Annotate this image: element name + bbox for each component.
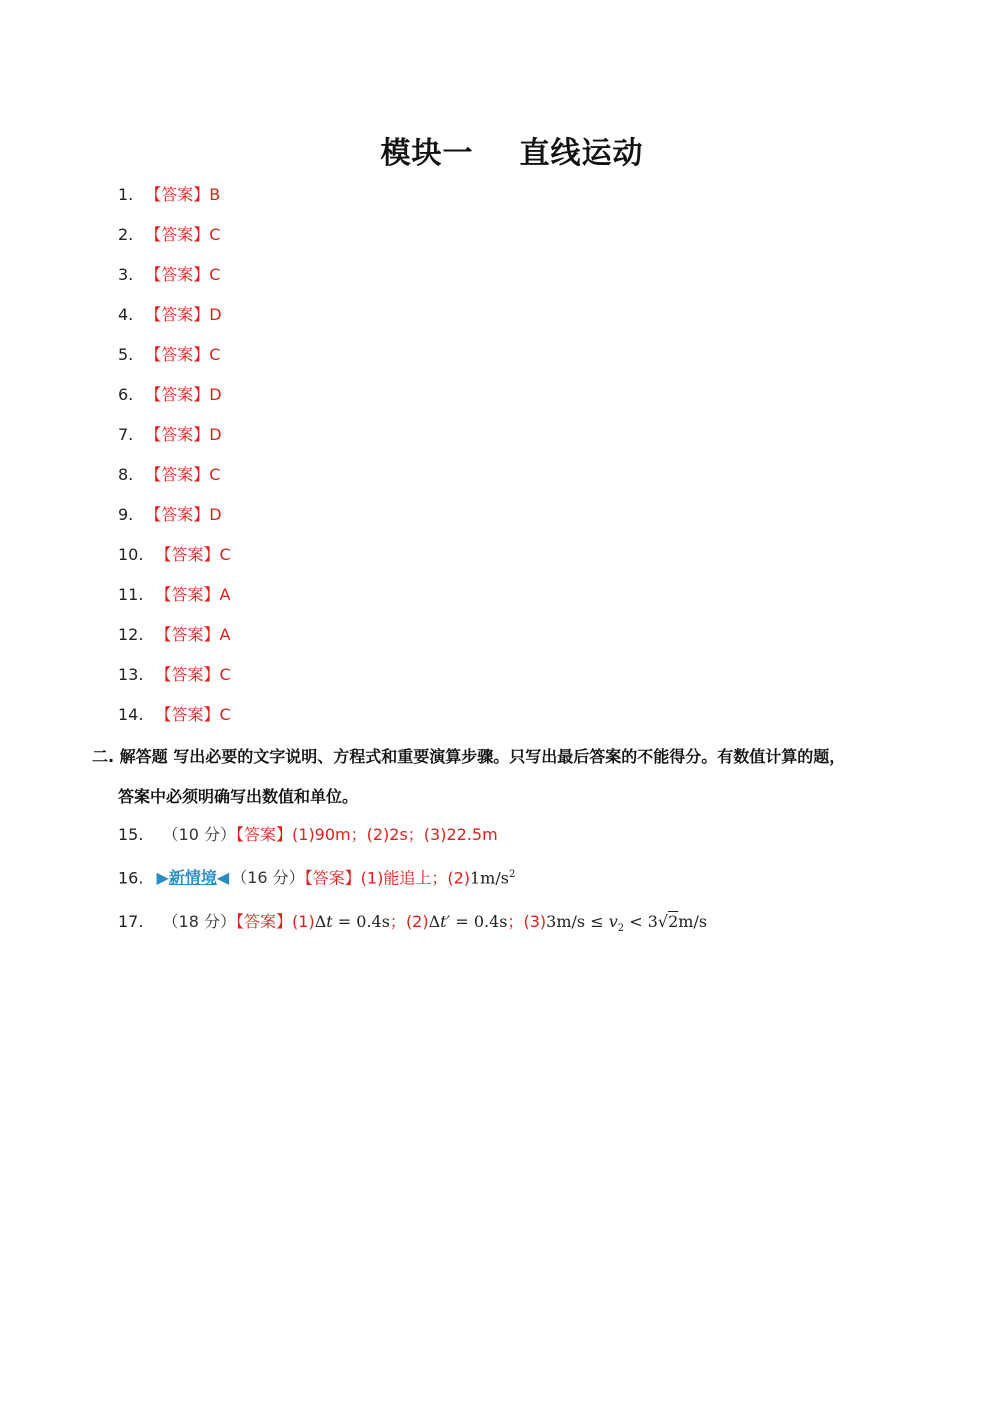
answer-value: C: [209, 225, 221, 244]
question-number: 17.: [118, 912, 144, 931]
question-number: 6.: [118, 385, 134, 404]
answer-tag: 【答案】: [145, 505, 210, 524]
answer-tag: 【答案】: [155, 545, 220, 564]
answer-value: A: [219, 585, 231, 604]
part-3-label: (3): [523, 912, 547, 931]
section-2-line-1: 二. 解答题 写出必要的文字说明、方程式和重要演算步骤。只写出最后答案的不能得分。有数值计算的题，: [92, 747, 846, 766]
answer-row: [118, 504, 222, 526]
answer-value: C: [209, 345, 221, 364]
separator: ；: [389, 912, 406, 931]
question-number: 4.: [118, 305, 134, 324]
answer-row: [118, 224, 220, 246]
answer-row: [118, 304, 222, 326]
answer-row: [118, 184, 220, 206]
question-score: （18 分）: [162, 912, 236, 931]
answer-value: D: [209, 385, 222, 404]
unit-exponent: 2: [508, 869, 516, 880]
answer-value: C: [209, 465, 221, 484]
answer-tag: 【答案】: [145, 425, 210, 444]
answer-value: D: [209, 305, 222, 324]
answer-value: C: [219, 665, 231, 684]
question-16: [118, 864, 515, 889]
triangle-left-icon: ◀: [216, 868, 230, 888]
separator: ；: [507, 912, 524, 931]
answer-value: B: [209, 185, 221, 204]
triangle-right-icon: ▶: [156, 868, 169, 888]
part-1-label: (1): [292, 912, 315, 931]
question-number: 10.: [118, 545, 144, 564]
answer-tag: 【答案】: [145, 185, 210, 204]
answer-row: [118, 264, 220, 286]
section-2-line-2: 答案中必须明确写出数值和单位。: [118, 787, 359, 806]
answer-value: D: [209, 505, 222, 524]
section-2-instructions: [92, 737, 922, 817]
question-number: 14.: [118, 705, 144, 724]
answer-unit: 1m/s: [470, 868, 509, 888]
question-number: 2.: [118, 225, 134, 244]
answer-row: [118, 664, 231, 686]
answer-tag: 【答案】: [155, 665, 220, 684]
answer-tag: 【答案】: [304, 868, 361, 888]
new-context-link[interactable]: 新情境: [168, 868, 217, 888]
answer-value: C: [219, 705, 231, 724]
answer-tag: 【答案】: [145, 345, 210, 364]
page-title: [0, 128, 1000, 172]
answer-tag: 【答案】: [145, 305, 210, 324]
answer-row: [118, 544, 231, 566]
answer-tag: 【答案】: [155, 625, 220, 644]
question-number: 9.: [118, 505, 134, 524]
question-number: 15.: [118, 825, 144, 844]
part-2-label: (2): [405, 912, 429, 931]
question-number: 7.: [118, 425, 134, 444]
question-number: 8.: [118, 465, 134, 484]
answer-tag: 【答案】: [236, 825, 293, 844]
question-15: [118, 824, 498, 846]
answer-tag: 【答案】: [145, 465, 210, 484]
answer-row: [118, 624, 230, 646]
answer-row: [118, 424, 222, 446]
title-topic: 直线运动: [519, 136, 644, 171]
part-1-formula: Δt = 0.4s: [314, 912, 390, 931]
answer-value: D: [209, 425, 222, 444]
square-root-icon: √: [657, 912, 669, 931]
answer-row: [118, 384, 222, 406]
answer-row: [118, 344, 220, 366]
answer-value: A: [219, 625, 231, 644]
answer-value: C: [219, 545, 231, 564]
answer-text: (1)90m；(2)2s；(3)22.5m: [292, 825, 498, 844]
new-context-tag[interactable]: [157, 868, 230, 887]
question-score: （10 分）: [162, 825, 236, 844]
part-2-formula: Δt′ = 0.4s: [428, 912, 508, 931]
answer-tag: 【答案】: [145, 225, 210, 244]
question-number: 11.: [118, 585, 144, 604]
answer-tag: 【答案】: [236, 912, 293, 931]
question-number: 12.: [118, 625, 144, 644]
answer-value: C: [209, 265, 221, 284]
title-module: 模块一: [380, 136, 474, 171]
question-number: 16.: [118, 868, 144, 888]
answer-tag: 【答案】: [145, 265, 210, 284]
question-score: （16 分）: [231, 868, 305, 888]
answer-tag: 【答案】: [145, 385, 210, 404]
answer-row: [118, 584, 230, 606]
question-number: 5.: [118, 345, 134, 364]
answer-tag: 【答案】: [155, 585, 220, 604]
question-number: 13.: [118, 665, 144, 684]
part-3-formula: $3m/s \le v_2 < 3√2m/s$: [546, 912, 708, 935]
question-17: [118, 911, 707, 940]
question-number: 3.: [118, 265, 134, 284]
answer-text: (1)能追上；(2): [360, 868, 470, 888]
answer-row: [118, 704, 231, 726]
question-number: 1.: [118, 185, 134, 204]
answer-tag: 【答案】: [155, 705, 220, 724]
answer-row: [118, 464, 220, 486]
